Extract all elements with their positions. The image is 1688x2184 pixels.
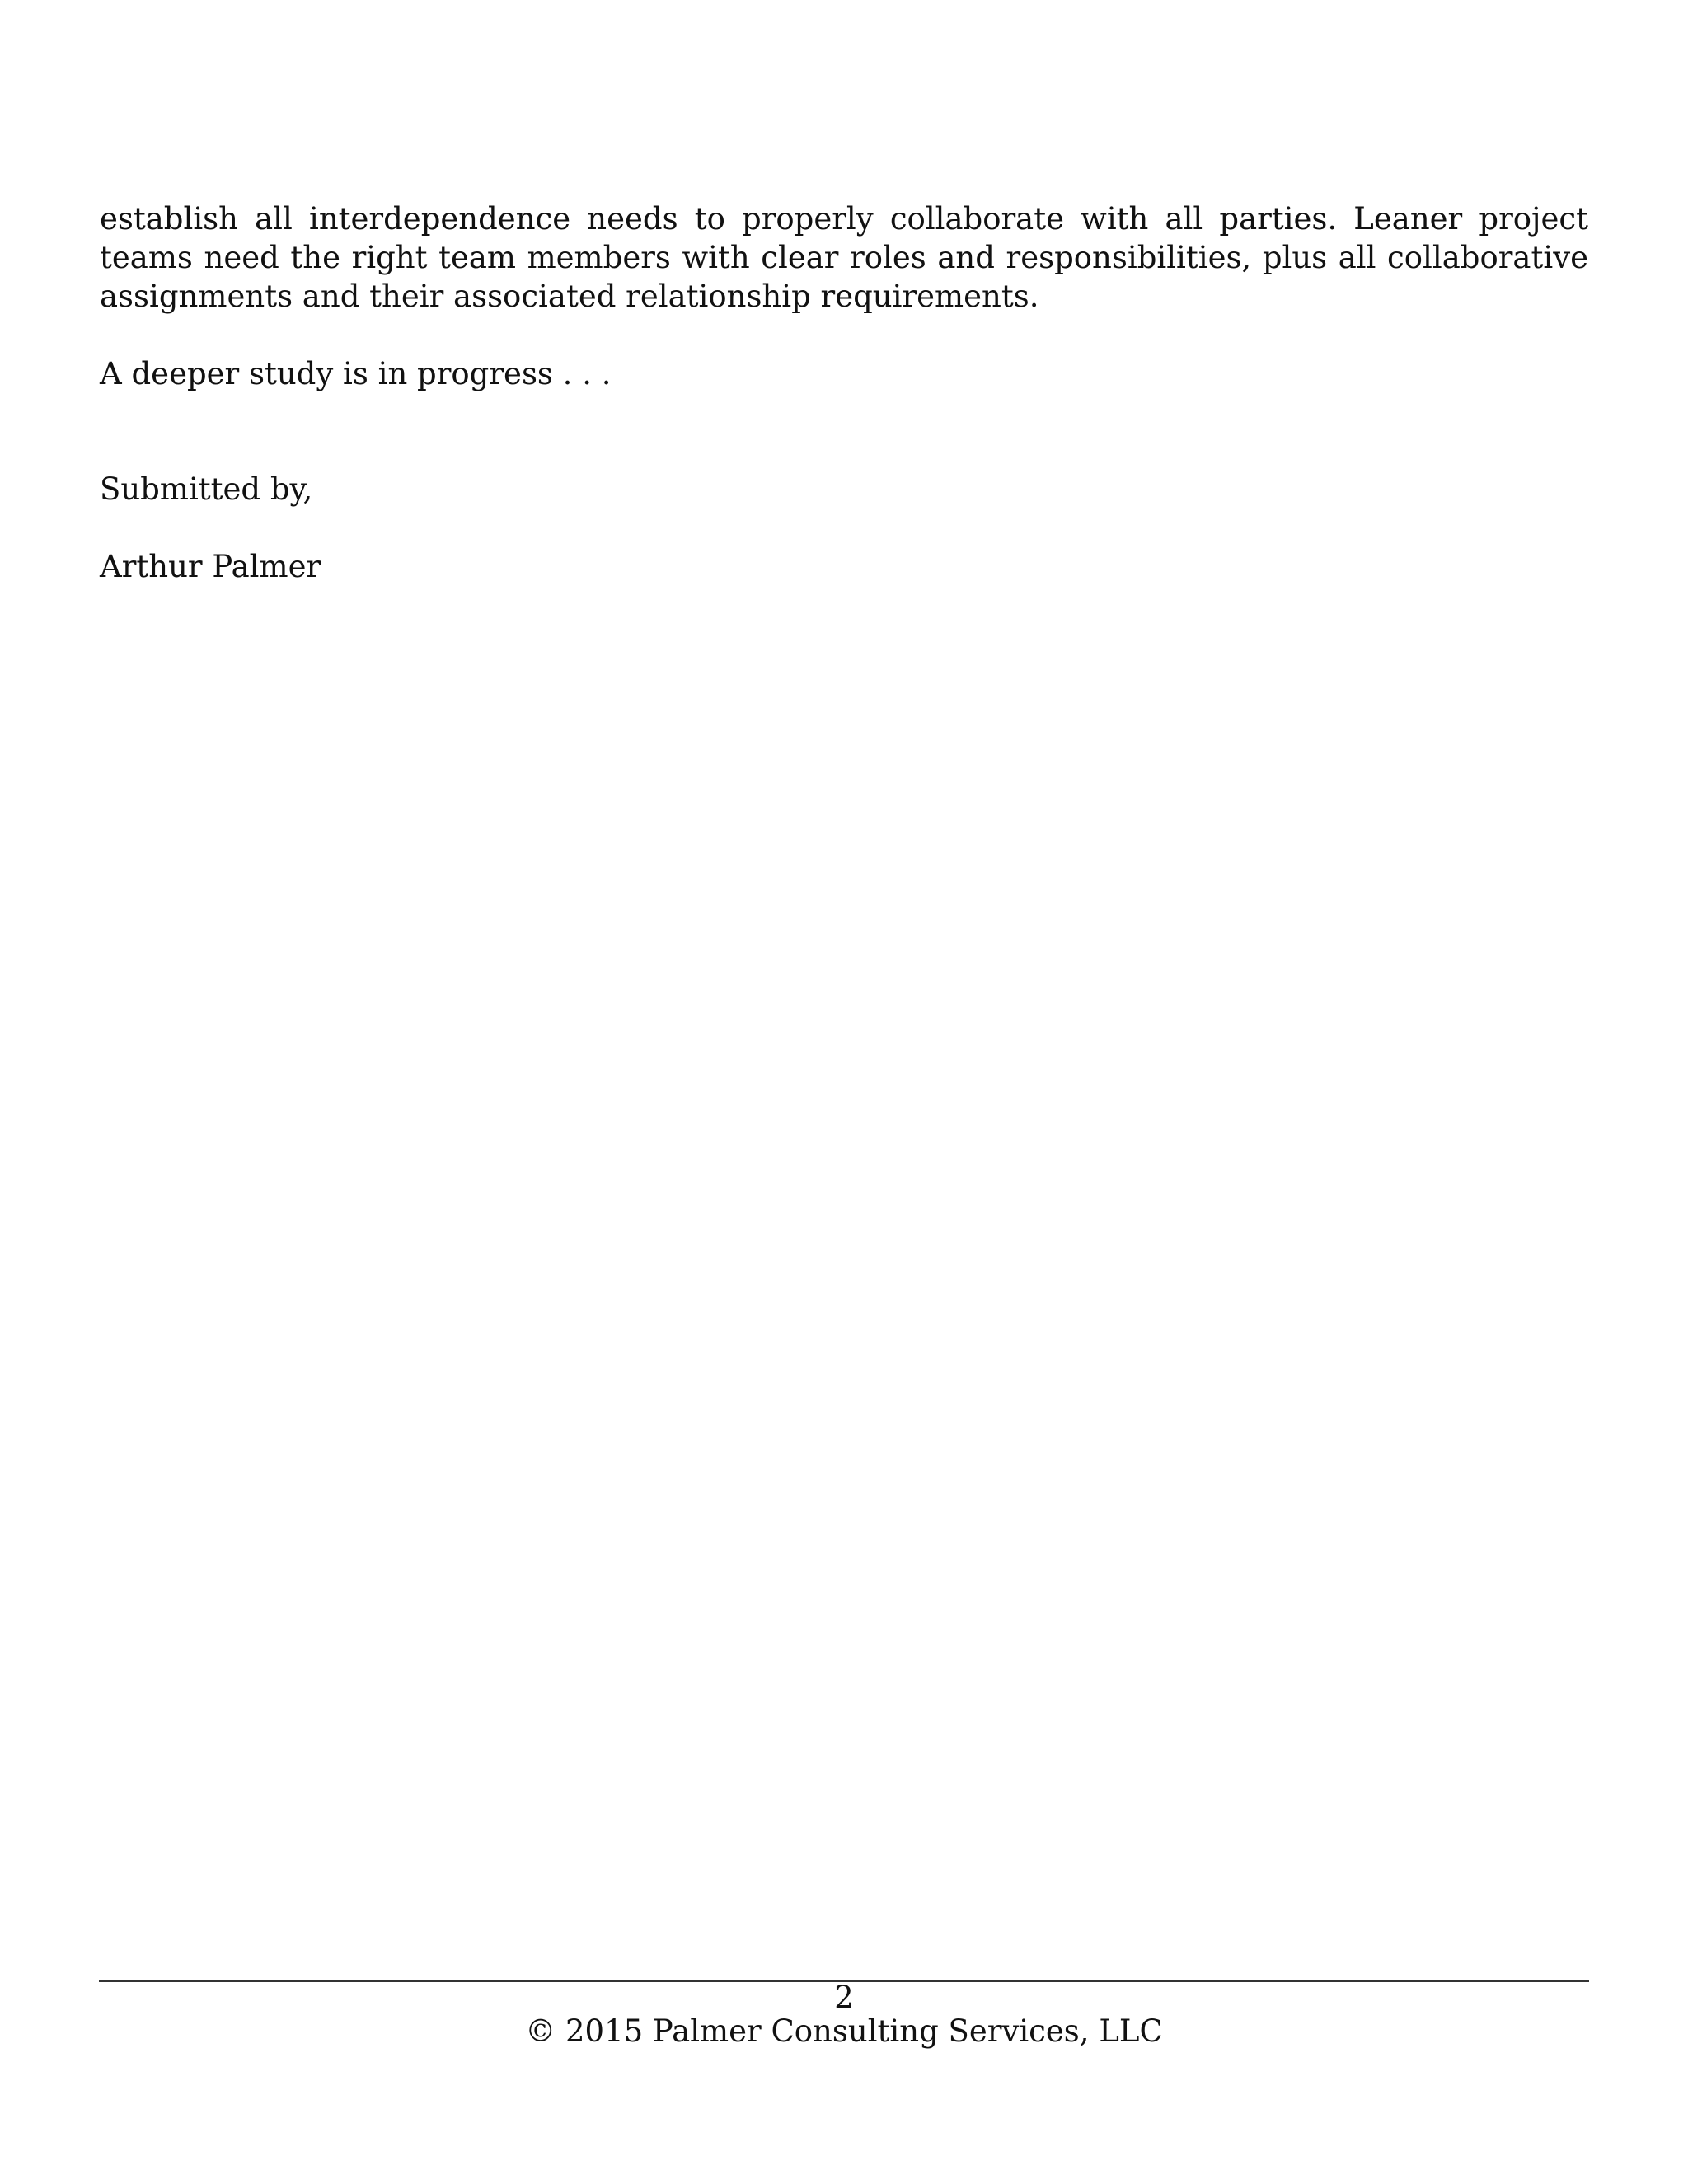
author-signature: Arthur Palmer bbox=[100, 549, 321, 584]
status-paragraph: A deeper study is in progress . . . bbox=[100, 356, 612, 391]
page-number: 2 bbox=[834, 1980, 854, 2015]
closing-line: Submitted by, bbox=[100, 471, 313, 507]
copyright-notice: © 2015 Palmer Consulting Services, LLC bbox=[525, 2013, 1163, 2049]
body-paragraph: establish all interdependence needs to properly collaborate with all parties. Leaner project teams need the right team members with clear roles and responsibilities, plus all collaborative assignments and their associated relationship requirements. bbox=[100, 201, 1588, 314]
